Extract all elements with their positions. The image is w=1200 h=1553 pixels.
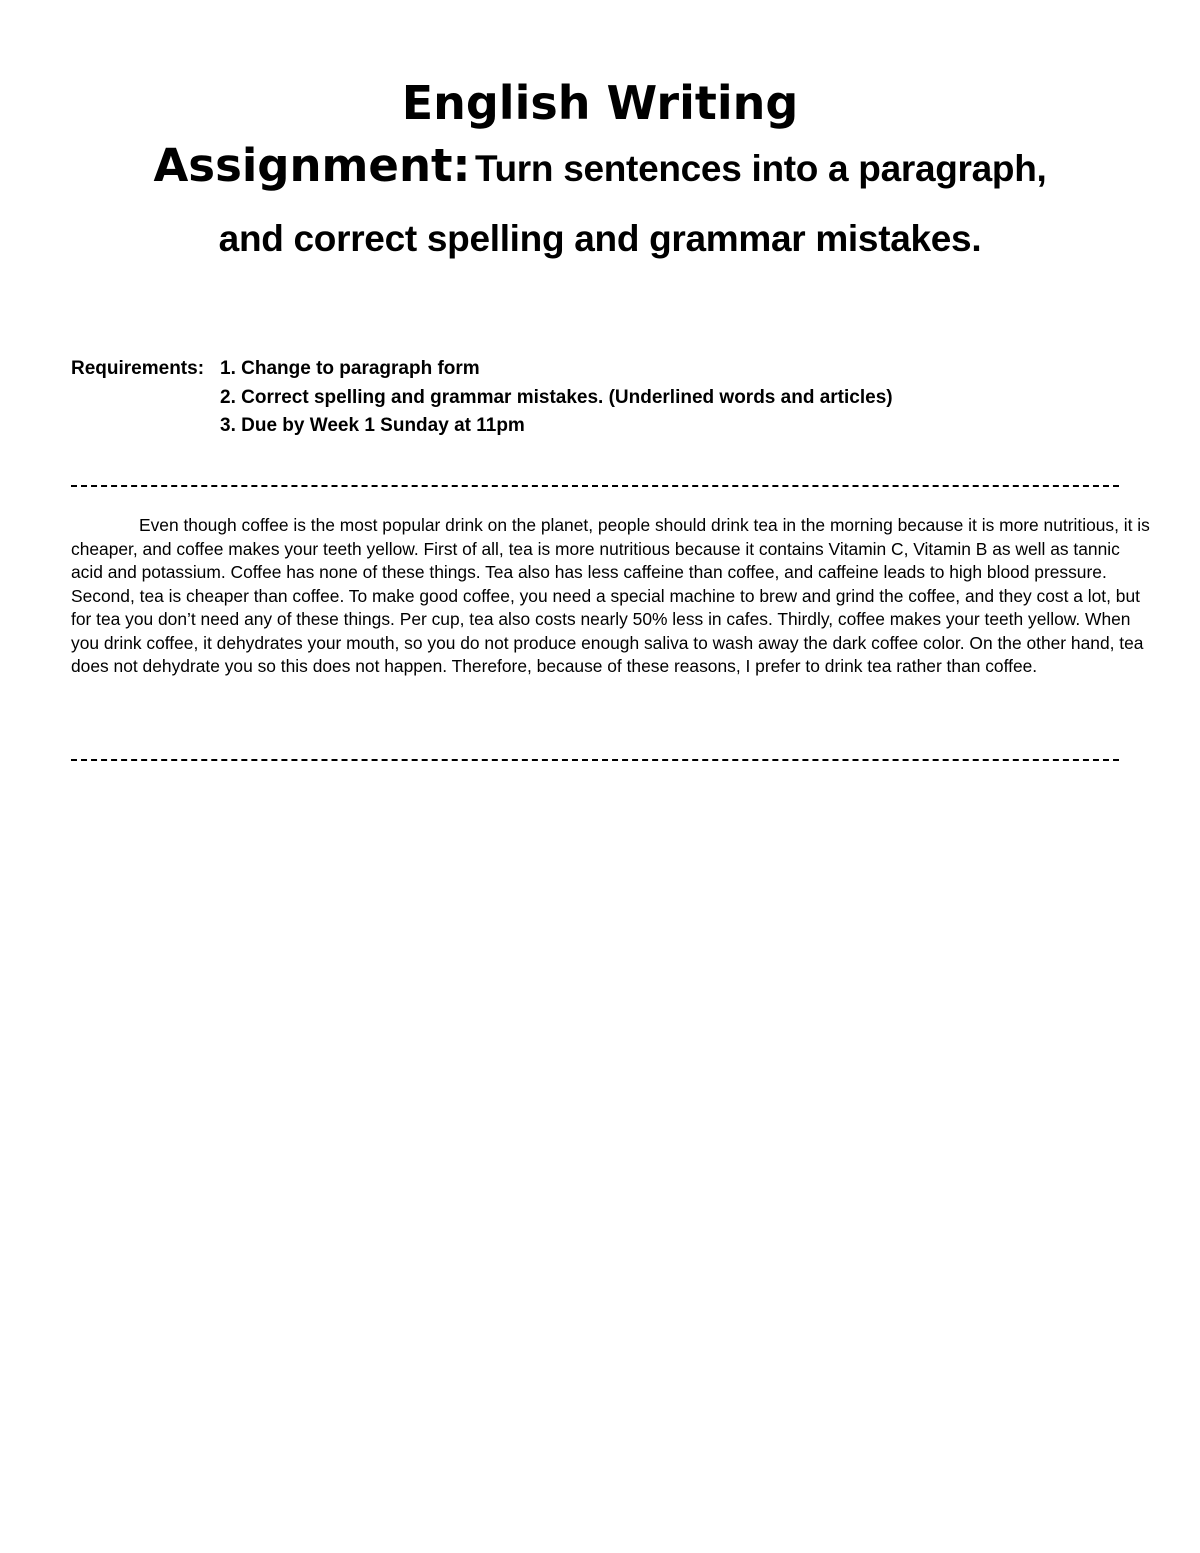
essay-paragraph: Even though coffee is the most popular drink on the planet, people should drink tea in the morning because it is more nutritious, it is cheaper, and coffee makes your teeth yellow. First of all, tea is more nutritious because it contains Vitamin C, Vitamin B as well as tannic acid and potassium. Coffee has none of these things. Tea also has less caffeine than coffee, and caffeine leads to high blood pressure. Second, tea is cheaper than coffee. To make good coffee, you need a special machine to brew and grind the coffee, and they cost a lot, but for tea you don’t need any of these things. Per cup, tea also costs nearly 50% less in cafes. Thirdly, coffee makes your teeth yellow. When you drink coffee, it dehydrates your mouth, so you do not produce enough saliva to wash away the dark coffee color. On the other hand, tea does not dehydrate you so this does not happen. Therefore, because of these reasons, I prefer to drink tea rather than coffee.	[71, 515, 1150, 676]
requirement-item: 3. Due by Week 1 Sunday at 11pm	[220, 415, 525, 436]
document-title	[40, 72, 1160, 269]
requirements-section	[71, 355, 1151, 441]
title-assignment-label: Assignment:	[153, 139, 471, 192]
requirements-label: Requirements:	[71, 358, 205, 379]
title-assignment-line	[40, 138, 1160, 205]
dashed-separator-bottom	[71, 759, 1119, 761]
title-description-part1: Turn sentences into a paragraph,	[474, 148, 1047, 189]
requirement-item: 2. Correct spelling and grammar mistakes. (Underlined words and articles)	[220, 386, 893, 408]
requirements-row	[71, 412, 1151, 441]
dashed-separator-top	[71, 485, 1119, 487]
requirements-row	[71, 384, 1151, 413]
requirement-item: 1. Change to paragraph form	[220, 358, 480, 379]
title-description-part2: and correct spelling and grammar mistakes.	[218, 218, 982, 259]
requirements-row	[71, 355, 1151, 384]
title-english-writing: English Writing	[401, 76, 799, 130]
